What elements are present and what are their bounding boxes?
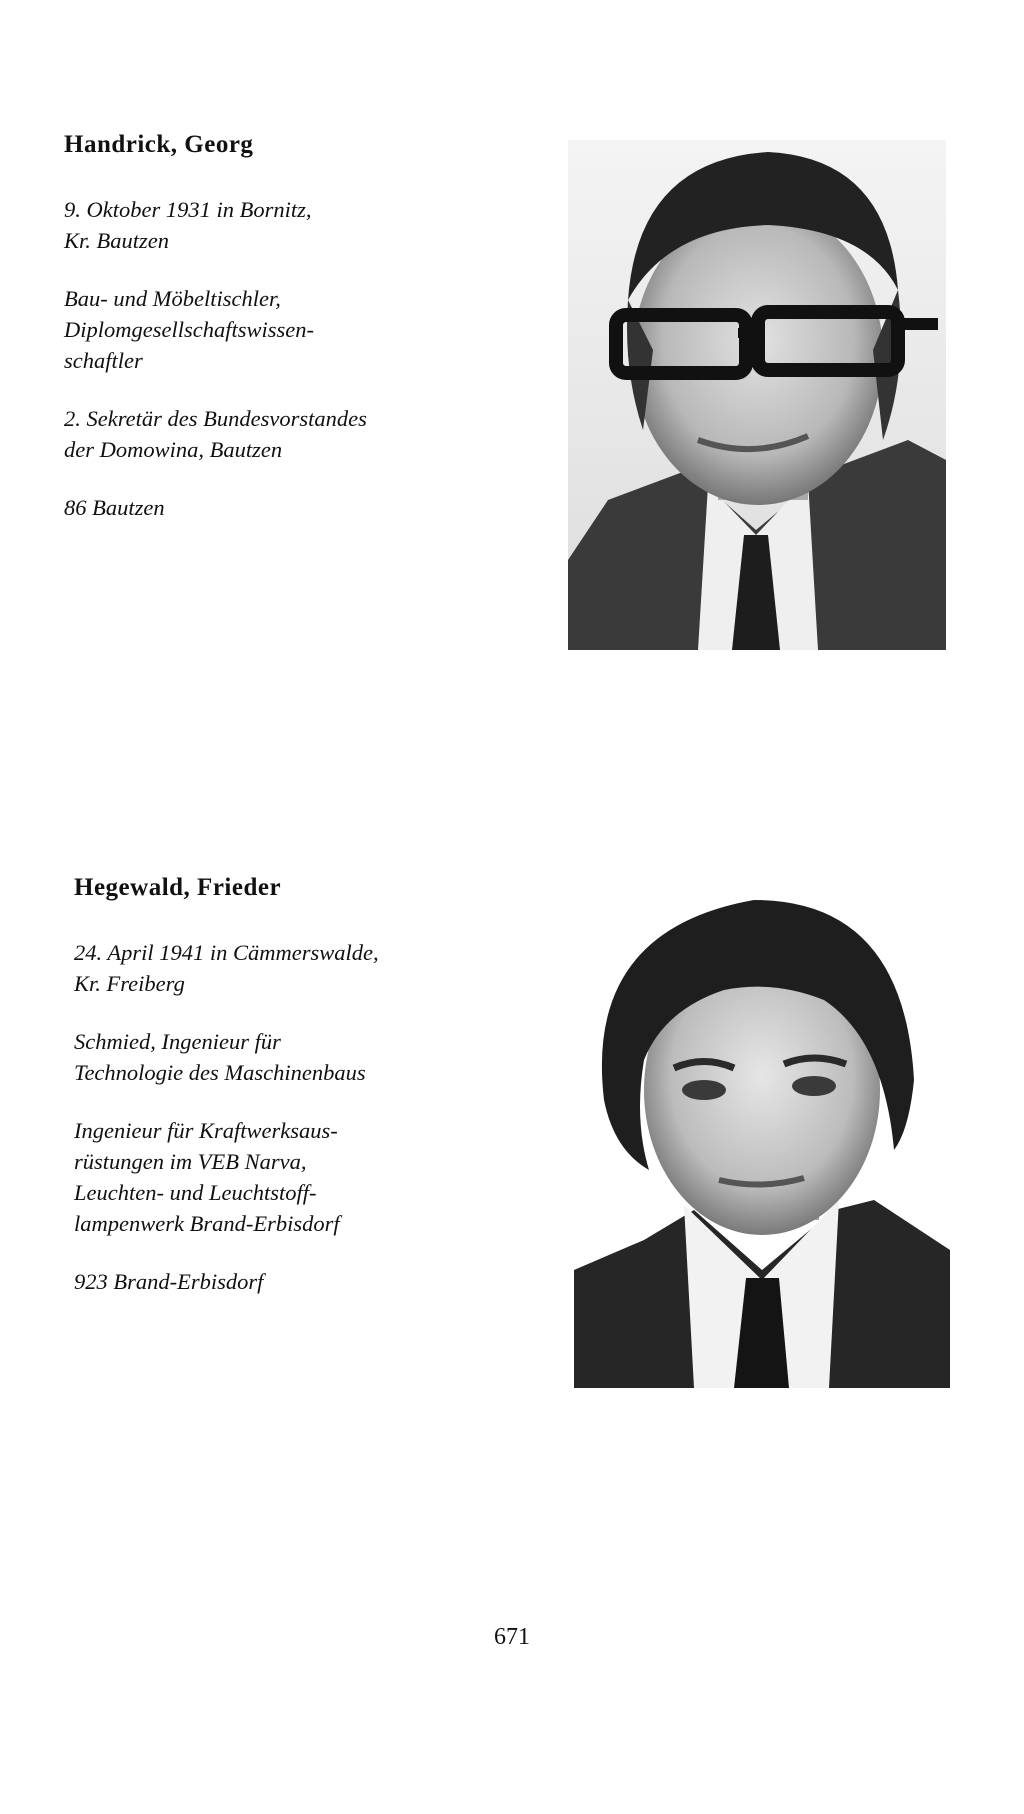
birth-line-1: 24. April 1941 in Cämmerswalde, bbox=[74, 940, 379, 965]
position-info bbox=[64, 403, 367, 465]
position-line-4: lampenwerk Brand-Erbisdorf bbox=[74, 1211, 340, 1236]
birth-info bbox=[74, 937, 379, 999]
profession-line-1: Bau- und Möbeltischler, bbox=[64, 286, 281, 311]
position-line-2: der Domowina, Bautzen bbox=[64, 437, 283, 462]
birth-line-2: Kr. Bautzen bbox=[64, 228, 170, 253]
person-name: Handrick, Georg bbox=[64, 131, 254, 158]
birth-line-1: 9. Oktober 1931 in Bornitz, bbox=[64, 197, 312, 222]
position-info bbox=[74, 1115, 379, 1239]
profession-line-3: schaftler bbox=[64, 348, 143, 373]
position-line-1: 2. Sekretär des Bundesvorstandes bbox=[64, 406, 367, 431]
person-name: Hegewald, Frieder bbox=[74, 874, 282, 901]
residence-info bbox=[64, 492, 367, 523]
position-line-2: rüstungen im VEB Narva, bbox=[74, 1149, 307, 1174]
profession-line-2: Technologie des Maschinenbaus bbox=[74, 1060, 366, 1085]
portrait-photo bbox=[574, 890, 950, 1388]
residence-line: 923 Brand-Erbisdorf bbox=[74, 1269, 264, 1294]
profession-info bbox=[74, 1026, 379, 1088]
profession-info bbox=[64, 283, 367, 376]
page-number: 671 bbox=[494, 1624, 530, 1650]
portrait-photo bbox=[568, 140, 946, 650]
entry-text bbox=[64, 130, 367, 523]
profession-line-1: Schmied, Ingenieur für bbox=[74, 1029, 281, 1054]
position-line-1: Ingenieur für Kraftwerksaus- bbox=[74, 1118, 338, 1143]
entry-text bbox=[74, 873, 379, 1297]
residence-info bbox=[74, 1266, 379, 1297]
position-line-3: Leuchten- und Leuchtstoff- bbox=[74, 1180, 317, 1205]
birth-info bbox=[64, 194, 367, 256]
residence-line: 86 Bautzen bbox=[64, 495, 165, 520]
profession-line-2: Diplomgesellschaftswissen- bbox=[64, 317, 314, 342]
birth-line-2: Kr. Freiberg bbox=[74, 971, 185, 996]
